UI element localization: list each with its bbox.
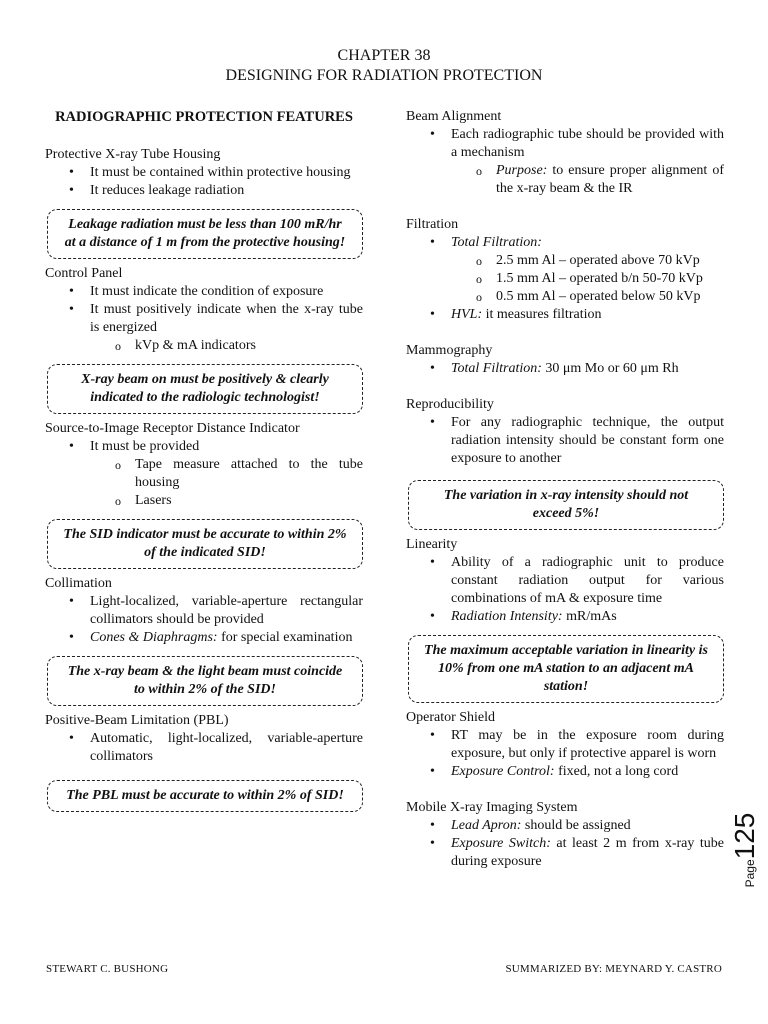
sub-list xyxy=(406,252,724,306)
sub-list-item xyxy=(406,162,724,198)
section-title: Beam Alignment xyxy=(406,109,502,124)
page-header xyxy=(0,46,768,86)
section-title: Positive-Beam Limitation (PBL) xyxy=(45,713,229,728)
list-item xyxy=(406,608,724,626)
section-sid-indicator xyxy=(45,420,363,569)
sub-list-item: o 0.5 mm Al – operated below 50 kVp xyxy=(406,288,724,306)
item-label: Cones & Diaphragms: xyxy=(90,630,218,645)
section-title: Operator Shield xyxy=(406,710,496,725)
list-item: • RT may be in the exposure room during exposure, but only if protective apparel is worn xyxy=(406,727,724,763)
item-text: to ensure proper alignment of the x-ray beam & the IR xyxy=(496,163,724,196)
list-item xyxy=(406,835,724,871)
page-number-value: 125 xyxy=(729,812,760,860)
section-collimation xyxy=(45,575,363,706)
note-box: The maximum acceptable variation in linearity is 10% from one mA station to an adjacent mA station! xyxy=(408,635,724,703)
bullet-list xyxy=(406,554,724,626)
section-title: Filtration xyxy=(406,217,459,232)
item-text: should be assigned xyxy=(521,818,631,833)
list-item xyxy=(406,817,724,835)
sub-list xyxy=(45,456,363,510)
section-title: Protective X-ray Tube Housing xyxy=(45,147,221,162)
list-item: • Automatic, light-localized, variable-aperture collimators xyxy=(45,730,363,766)
bullet-list xyxy=(45,438,363,456)
list-item xyxy=(406,763,724,781)
section-title: Source-to-Image Receptor Distance Indicator xyxy=(45,421,300,436)
right-column xyxy=(406,108,724,871)
item-text: mR/mAs xyxy=(562,609,617,624)
list-item: • It must be provided xyxy=(45,438,363,456)
bullet-list xyxy=(406,126,724,162)
bullet-list xyxy=(45,164,363,200)
list-item: • Ability of a radiographic unit to produce constant radiation output for various combinations of mA & exposure time xyxy=(406,554,724,608)
list-item xyxy=(406,360,724,378)
footer-summarizer: SUMMARIZED BY: MEYNARD Y. CASTRO xyxy=(505,963,722,975)
section-operator-shield xyxy=(406,709,724,781)
section-reproducibility xyxy=(406,396,724,530)
bullet-list xyxy=(45,730,363,766)
sub-list xyxy=(45,337,363,355)
sub-list-item: o 1.5 mm Al – operated b/n 50-70 kVp xyxy=(406,270,724,288)
note-box: The SID indicator must be accurate to within 2% of the indicated SID! xyxy=(47,519,363,569)
item-label: Total Filtration: xyxy=(451,361,542,376)
section-title: Control Panel xyxy=(45,266,123,281)
item-label: Total Filtration: xyxy=(451,235,542,250)
item-label: HVL: xyxy=(451,307,483,322)
chapter-title: DESIGNING FOR RADIATION PROTECTION xyxy=(225,67,543,84)
list-item xyxy=(406,234,724,252)
list-item: • It must be contained within protective housing xyxy=(45,164,363,182)
item-label: Radiation Intensity: xyxy=(451,609,563,624)
footer-author: STEWART C. BUSHONG xyxy=(46,963,169,975)
list-item: • Light-localized, variable-aperture rectangular collimators should be provided xyxy=(45,593,363,629)
item-text: fixed, not a long cord xyxy=(554,764,679,779)
section-title: Linearity xyxy=(406,537,458,552)
list-item: • For any radiographic technique, the output radiation intensity should be constant form one exposure to another xyxy=(406,414,724,468)
list-item: • Each radiographic tube should be provided with a mechanism xyxy=(406,126,724,162)
note-box: The variation in x-ray intensity should not exceed 5%! xyxy=(408,480,724,530)
section-pbl xyxy=(45,712,363,812)
sub-list-item: o 2.5 mm Al – operated above 70 kVp xyxy=(406,252,724,270)
item-label: Exposure Switch: xyxy=(451,836,551,851)
section-mammography xyxy=(406,342,724,378)
list-item xyxy=(45,629,363,647)
item-label: Lead Apron: xyxy=(451,818,522,833)
section-tube-housing xyxy=(45,146,363,259)
bullet-list xyxy=(406,817,724,871)
left-column xyxy=(45,108,363,818)
note-box: X-ray beam on must be positively & clearly indicated to the radiologic technologist! xyxy=(47,364,363,414)
note-box: The PBL must be accurate to within 2% of SID! xyxy=(47,780,363,812)
sub-list-item: o Lasers xyxy=(45,492,363,510)
list-item: • It must positively indicate when the x-ray tube is energized xyxy=(45,301,363,337)
page-word: Page xyxy=(743,859,757,888)
section-title: Reproducibility xyxy=(406,397,494,412)
item-text: at least 2 m from x-ray tube during exposure xyxy=(451,836,724,869)
bullet-list xyxy=(45,593,363,647)
section-linearity xyxy=(406,536,724,703)
section-mobile-xray xyxy=(406,799,724,871)
note-box: Leakage radiation must be less than 100 mR/hr at a distance of 1 m from the protective housing! xyxy=(47,209,363,259)
list-item: • It must indicate the condition of exposure xyxy=(45,283,363,301)
list-item xyxy=(406,306,724,324)
section-filtration xyxy=(406,216,724,324)
item-text: it measures filtration xyxy=(482,307,602,322)
note-box: The x-ray beam & the light beam must coincide to within 2% of the SID! xyxy=(47,656,363,706)
section-heading: RADIOGRAPHIC PROTECTION FEATURES xyxy=(55,109,353,125)
section-title: Mobile X-ray Imaging System xyxy=(406,800,578,815)
sub-list-item: o Tape measure attached to the tube housing xyxy=(45,456,363,492)
list-item: • It reduces leakage radiation xyxy=(45,182,363,200)
section-beam-alignment xyxy=(406,108,724,198)
bullet-list xyxy=(406,306,724,324)
bullet-list xyxy=(406,727,724,781)
sub-list xyxy=(406,162,724,198)
item-label: Purpose: xyxy=(496,163,548,178)
chapter-number: CHAPTER 38 xyxy=(337,47,431,64)
page-number xyxy=(720,800,768,900)
bullet-list xyxy=(406,414,724,468)
bullet-list xyxy=(406,360,724,378)
bullet-list xyxy=(406,234,724,252)
section-title: Collimation xyxy=(45,576,112,591)
item-label: Exposure Control: xyxy=(451,764,555,779)
bullet-list xyxy=(45,283,363,337)
item-text: 30 μm Mo or 60 μm Rh xyxy=(541,361,679,376)
sub-list-item: o kVp & mA indicators xyxy=(45,337,363,355)
section-control-panel xyxy=(45,265,363,414)
section-title: Mammography xyxy=(406,343,493,358)
item-text: for special examination xyxy=(217,630,353,645)
